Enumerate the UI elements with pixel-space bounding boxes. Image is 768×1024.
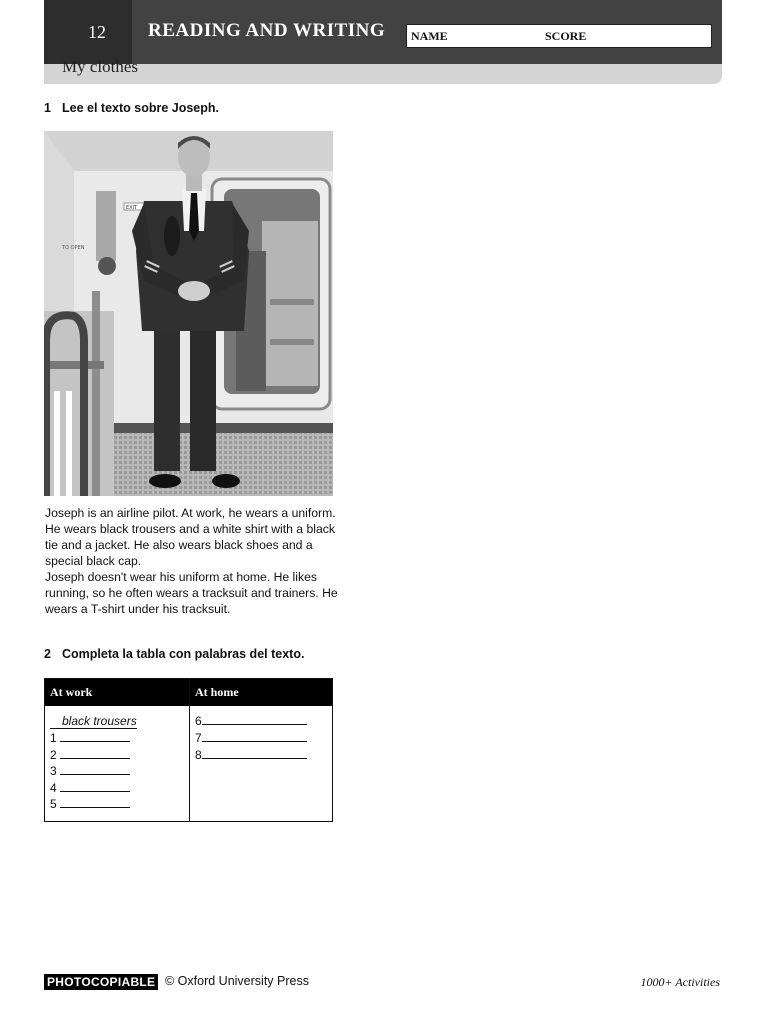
home-answer-number: 6 (195, 714, 202, 728)
home-answer-row-8[interactable] (195, 747, 307, 764)
home-answer-row-6[interactable] (195, 713, 307, 730)
work-answer-number: 4 (50, 780, 57, 795)
score-label: SCORE (545, 29, 587, 43)
table-header-at-home: At home (190, 679, 332, 706)
work-answer-blank[interactable] (60, 747, 130, 759)
photocopiable-badge: PHOTOCOPIABLE (44, 974, 158, 990)
work-answer-row-5[interactable] (50, 796, 130, 813)
exercise-1-instruction (44, 101, 219, 115)
exercise-1-text: Lee el texto sobre Joseph. (62, 101, 219, 115)
exit-sign-text: EXIT (126, 205, 138, 211)
work-answer-number: 2 (50, 747, 57, 762)
section-title: READING AND WRITING (148, 20, 386, 41)
work-answer-blank[interactable] (60, 763, 130, 775)
home-answer-row-7[interactable] (195, 730, 307, 747)
header-band (44, 0, 722, 64)
clothes-table (44, 678, 333, 822)
pilot-photo (44, 131, 333, 496)
exercise-2-instruction (44, 647, 304, 661)
table-example-answer: black trousers (50, 714, 137, 729)
name-score-box[interactable] (406, 24, 712, 48)
exercise-1-number: 1 (44, 101, 51, 115)
unit-number: 12 (88, 22, 106, 42)
exercise-2-text: Completa la tabla con palabras del texto. (62, 647, 305, 661)
open-sign-text: TO OPEN (62, 245, 85, 251)
worksheet-subtitle: My clothes (62, 57, 139, 76)
work-answer-number: 1 (50, 731, 57, 745)
reading-paragraph-2: Joseph doesn't wear his uniform at home. He likes running, so he often wears a tracksuit and trainers. He wears a T-shirt under his tracksuit. (45, 570, 338, 616)
work-answer-blank[interactable] (60, 730, 130, 742)
work-answer-row-1[interactable] (50, 730, 130, 747)
work-answer-row-2[interactable] (50, 747, 130, 764)
pilot-illustration (44, 131, 333, 496)
home-answer-number: 7 (195, 731, 202, 745)
work-answer-row-3[interactable] (50, 763, 130, 780)
reading-paragraph-1: Joseph is an airline pilot. At work, he wears a uniform. He wears black trousers and a white shirt with a black tie and a jacket. He also wears black shoes and a special black cap. (45, 506, 336, 568)
work-answer-number: 5 (50, 797, 57, 811)
table-header-at-work: At work (45, 679, 189, 706)
work-answer-number: 3 (50, 764, 57, 778)
series-name: 1000+ Activities (640, 975, 720, 989)
work-answer-blank[interactable] (60, 796, 130, 808)
reading-text (45, 505, 340, 617)
table-example-row (50, 713, 137, 730)
name-label: NAME (411, 29, 448, 43)
exercise-2-number: 2 (44, 647, 51, 661)
home-answer-blank[interactable] (202, 713, 307, 725)
home-answer-number: 8 (195, 747, 202, 762)
home-answer-blank[interactable] (202, 747, 307, 759)
publisher-credit: © Oxford University Press (165, 974, 309, 988)
subtitle-band (44, 64, 722, 84)
table-column-divider (189, 679, 190, 821)
home-answer-blank[interactable] (202, 730, 307, 742)
work-answer-blank[interactable] (60, 780, 130, 792)
work-answer-row-4[interactable] (50, 780, 130, 797)
